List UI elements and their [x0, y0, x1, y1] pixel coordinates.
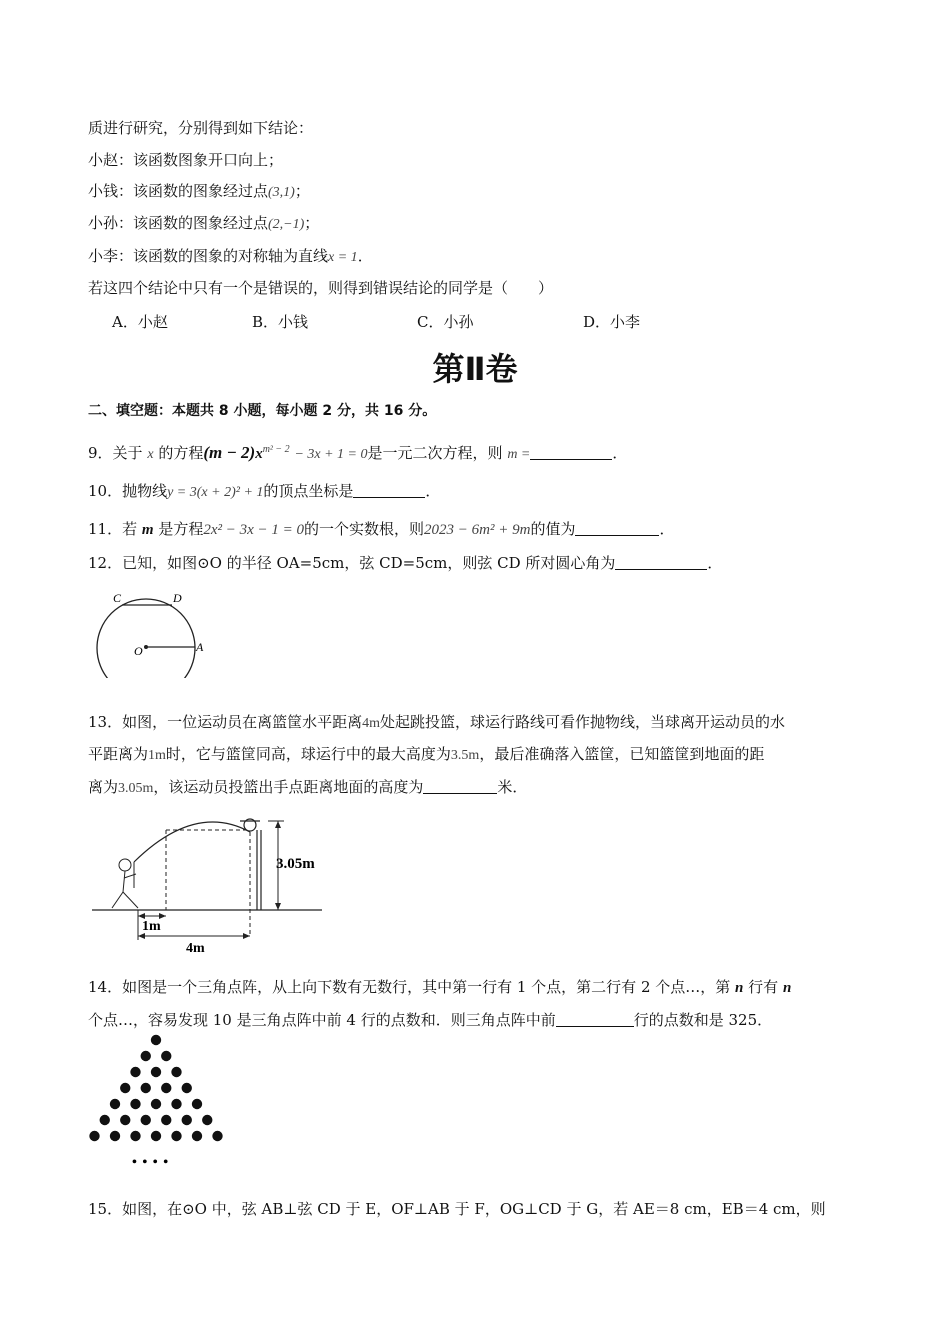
answer-blank-10[interactable]	[353, 481, 425, 498]
lattice-dot	[182, 1115, 192, 1125]
lattice-dot	[171, 1099, 181, 1109]
lattice-dot	[192, 1131, 202, 1141]
lattice-dot	[161, 1115, 171, 1125]
question-14-line-1: 14．如图是一个三角点阵，从上向下数有无数行，其中第一行有 1 个点，第二行有 2 个点…，第 n 行有 n	[88, 978, 792, 996]
lattice-dot	[130, 1131, 140, 1141]
lattice-dot	[212, 1131, 222, 1141]
center-point	[144, 645, 148, 649]
lattice-dot	[151, 1099, 161, 1109]
lattice-dot	[151, 1131, 161, 1141]
question-11: 11．若 m 是方程2x² − 3x − 1 = 0的一个实数根，则2023 − 6m² + 9m的值为 ．	[88, 520, 675, 538]
player-head	[119, 859, 131, 871]
ball-trajectory	[134, 822, 250, 862]
label-c: C	[113, 591, 122, 605]
answer-blank-13[interactable]	[423, 777, 497, 794]
option-d[interactable]: D．小李	[583, 313, 641, 331]
label-o: O	[134, 644, 143, 658]
question-10: 10．抛物线y = 3(x + 2)² + 1的顶点坐标是 ．	[88, 482, 441, 500]
answer-blank-11[interactable]	[575, 519, 659, 536]
volume-title: 第Ⅱ卷	[432, 350, 518, 388]
question-9: 9．关于 x 的方程$(m - 2)x^{m^2 - 2} - 3x + 1 = 0$是一元二次方程，则 m = ．	[88, 443, 628, 462]
lattice-dot	[120, 1115, 130, 1125]
answer-blank-14[interactable]	[556, 1010, 634, 1027]
lattice-dot	[161, 1083, 171, 1093]
label-a: A	[196, 640, 204, 654]
conclusion-qian: 小钱：该函数的图象经过点(3,1)；	[88, 182, 310, 200]
lattice-dot	[120, 1083, 130, 1093]
question-15: 15．如图，在⊙O 中，弦 AB⊥弦 CD 于 E，OF⊥AB 于 F，OG⊥CD 于 G，若 AE＝8 cm，EB＝4 cm，则	[88, 1200, 826, 1218]
lattice-dot	[110, 1099, 120, 1109]
height-arrow-up	[275, 821, 281, 828]
lattice-dot	[161, 1051, 171, 1061]
label-4m: 4m	[186, 941, 205, 956]
question-8-stem: 若这四个结论中只有一个是错误的，则得到错误结论的同学是（ ）	[88, 279, 554, 297]
answer-blank-12[interactable]	[615, 553, 707, 570]
question-13-line-3: 离为3.05m，该运动员投篮出手点距离地面的高度为 米．	[88, 778, 528, 796]
lattice-dot	[100, 1115, 110, 1125]
dot-triangle-figure-14	[80, 1030, 240, 1170]
option-c[interactable]: C．小孙	[417, 313, 474, 331]
circle-o	[97, 599, 195, 678]
label-3-05m: 3.05m	[276, 856, 315, 872]
lattice-dot	[141, 1083, 151, 1093]
lattice-dot	[171, 1067, 181, 1077]
question-13-line-2: 平距离为1m时，它与篮筐同高，球运行中的最大高度为3.5m，最后准确落入篮筐，已知篮筐到地面的距	[88, 745, 765, 763]
lattice-dot	[141, 1115, 151, 1125]
label-d: D	[173, 591, 182, 605]
label-1m: 1m	[142, 919, 161, 934]
conclusion-sun: 小孙：该函数的图象经过点(2,−1)；	[88, 214, 320, 232]
lattice-dot	[110, 1131, 120, 1141]
question-14-line-2: 个点…，容易发现 10 是三角点阵中前 4 行的点数和．则三角点阵中前 行的点数和是 325．	[88, 1011, 773, 1029]
conclusion-li: 小李：该函数的图象的对称轴为直线x = 1．	[88, 247, 373, 265]
circle-figure-12	[90, 588, 220, 678]
answer-blank-9[interactable]	[530, 443, 612, 460]
section-heading: 二、填空题：本题共 8 小题，每小题 2 分，共 16 分。	[88, 403, 437, 419]
continuation-dots: • • • •	[132, 1155, 170, 1170]
lattice-dot	[130, 1099, 140, 1109]
lattice-dot	[171, 1131, 181, 1141]
player-body	[123, 871, 125, 892]
player-leg-right	[123, 892, 138, 908]
lattice-dot	[182, 1083, 192, 1093]
question-12: 12．已知，如图⊙O 的半径 OA=5cm，弦 CD=5cm，则弦 CD 所对圆心角为 ．	[88, 554, 723, 572]
option-b[interactable]: B．小钱	[252, 313, 309, 331]
height-arrow-down	[275, 903, 281, 910]
option-a[interactable]: A．小赵	[112, 313, 168, 331]
lattice-dot	[192, 1099, 202, 1109]
arrow-4m-right	[243, 933, 250, 939]
question-13-line-1: 13．如图，一位运动员在离篮筐水平距离4m处起跳投篮，球运行路线可看作抛物线，当球离开运动员的水	[88, 713, 785, 731]
conclusion-zhao: 小赵：该函数图象开口向上；	[88, 151, 284, 169]
basketball-figure-13	[90, 812, 330, 958]
intro-text: 质进行研究，分别得到如下结论：	[88, 119, 314, 137]
lattice-dot	[141, 1051, 151, 1061]
lattice-dot	[151, 1035, 161, 1045]
lattice-dot	[151, 1067, 161, 1077]
lattice-dot	[89, 1131, 99, 1141]
lattice-dot	[130, 1067, 140, 1077]
lattice-dot	[202, 1115, 212, 1125]
player-leg-left	[112, 892, 123, 908]
